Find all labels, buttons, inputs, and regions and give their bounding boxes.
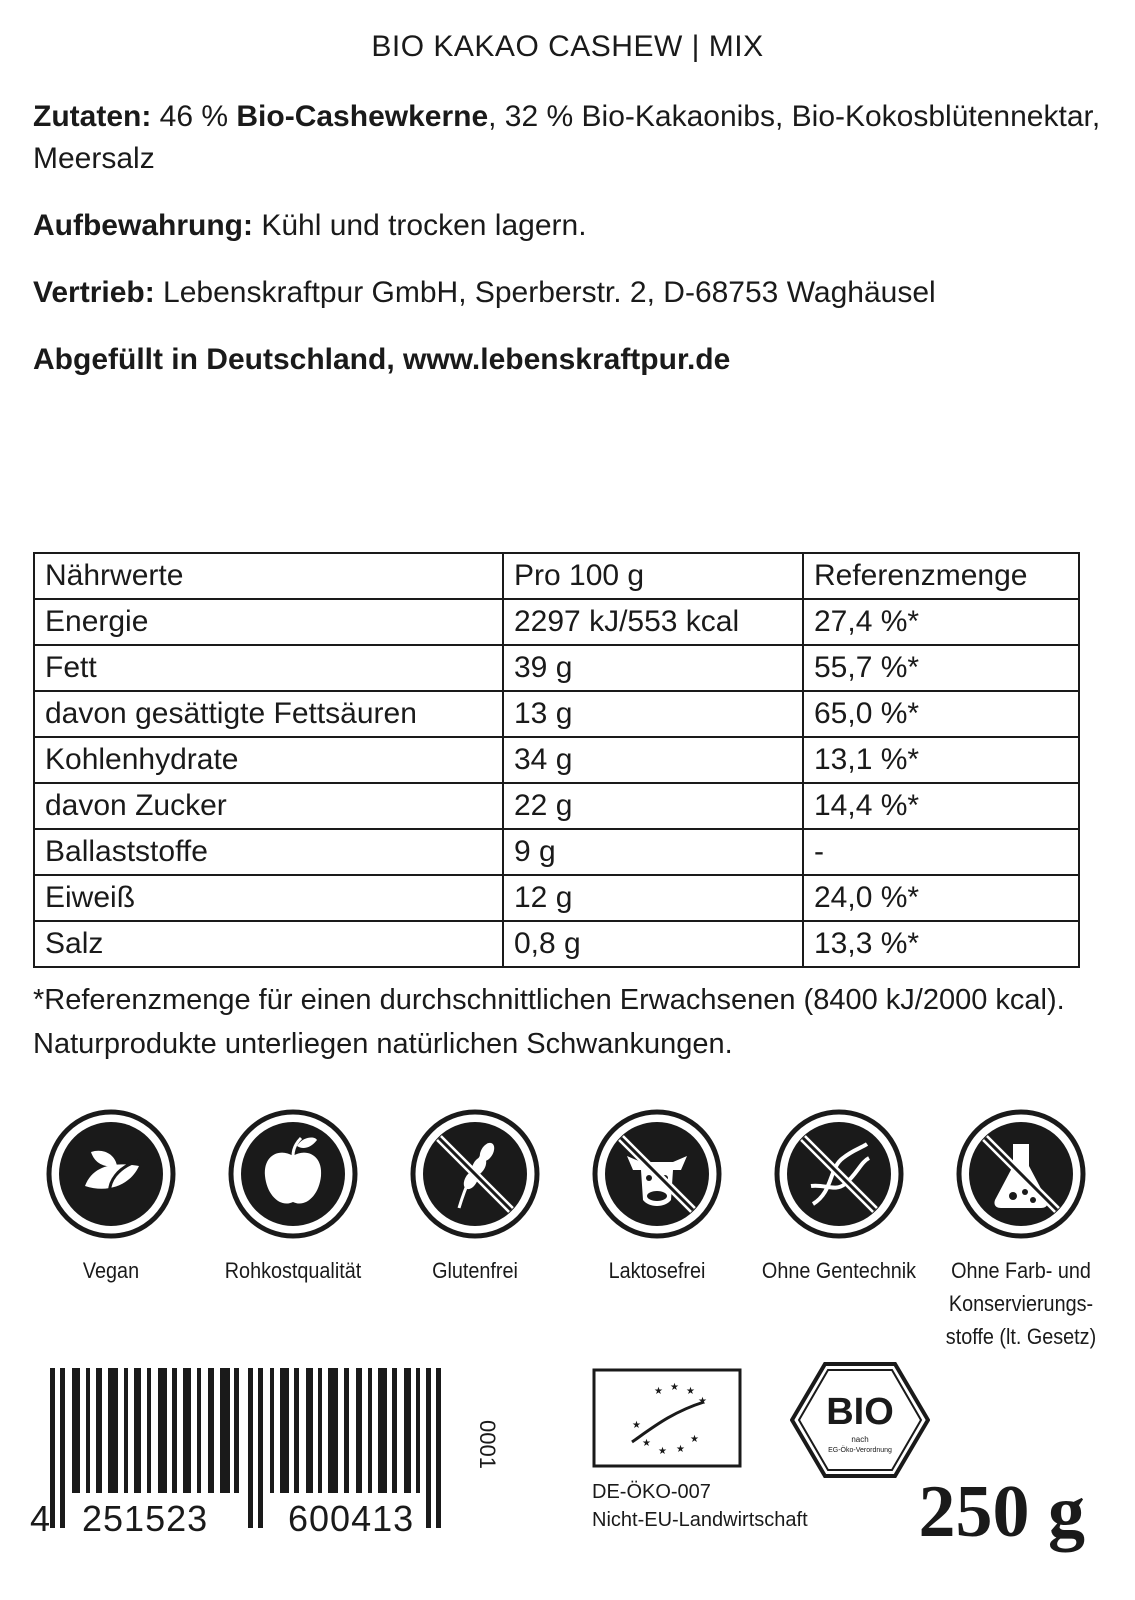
svg-text:★: ★ xyxy=(686,1386,695,1397)
svg-text:★: ★ xyxy=(632,1420,641,1431)
badge-label: Vegan xyxy=(82,1258,140,1283)
nutrient-name: davon Zucker xyxy=(34,783,503,829)
header-per-100g: Pro 100 g xyxy=(503,553,803,599)
nutrient-value: 2297 kJ/553 kcal xyxy=(503,599,803,645)
badge-label: Ohne Gentechnik xyxy=(761,1258,917,1283)
nutrient-value: 9 g xyxy=(503,829,803,875)
nutrient-name: Ballaststoffe xyxy=(34,829,503,875)
barcode-digit-3: 600413 xyxy=(288,1498,415,1539)
storage-paragraph xyxy=(33,205,1108,247)
nutrient-value: 13 g xyxy=(503,691,803,737)
badge-label: Glutenfrei xyxy=(432,1258,518,1283)
nutrient-value: 12 g xyxy=(503,875,803,921)
eu-code-block xyxy=(592,1478,808,1534)
ingredients-highlight: Bio-Cashewkerne xyxy=(236,100,489,133)
nutrient-name: Energie xyxy=(34,599,503,645)
bio-seal-sub1: nach xyxy=(851,1435,869,1444)
eu-organic-leaf-icon xyxy=(592,1368,742,1468)
nutrient-reference: 27,4 %* xyxy=(803,599,1079,645)
badge-no-gmo xyxy=(748,1108,930,1287)
table-row xyxy=(34,921,1079,967)
nutrient-value: 22 g xyxy=(503,783,803,829)
footnote-line-2: Naturprodukte unterliegen natürlichen Schwankungen. xyxy=(33,1028,733,1060)
bio-seal-sub2: EG-Öko-Verordnung xyxy=(828,1447,892,1454)
table-row xyxy=(34,783,1079,829)
nutrient-value: 39 g xyxy=(503,645,803,691)
no-chemicals-flask-icon xyxy=(955,1108,1087,1240)
bio-seal-icon xyxy=(790,1360,930,1480)
nutrient-reference: 24,0 %* xyxy=(803,875,1079,921)
nutrition-table xyxy=(33,552,1080,968)
nutrient-name: Kohlenhydrate xyxy=(34,737,503,783)
nutrient-value: 34 g xyxy=(503,737,803,783)
vegan-leaves-icon xyxy=(45,1108,177,1240)
barcode-digit-1: 4 xyxy=(30,1498,52,1539)
badge-label: Ohne Farb- und Konservierungs-stoffe (lt. Gesetz) xyxy=(945,1258,1097,1349)
distribution-text: Lebenskraftpur GmbH, Sperberstr. 2, D-68753 Waghäusel xyxy=(154,276,936,309)
barcode-digit-2: 251523 xyxy=(82,1498,209,1539)
product-title: BIO KAKAO CASHEW | MIX xyxy=(371,30,764,63)
svg-text:★: ★ xyxy=(658,1446,667,1457)
footnote-line-1: *Referenzmenge für einen durchschnittlichen Erwachsenen (8400 kJ/2000 kcal). xyxy=(33,984,1065,1016)
svg-text:★: ★ xyxy=(676,1444,685,1455)
eu-control-code: DE-ÖKO-007 xyxy=(592,1481,711,1503)
nutrition-header-row xyxy=(34,553,1079,599)
distribution-paragraph xyxy=(33,272,1108,314)
ingredients-label: Zutaten: xyxy=(33,100,152,133)
header-nutrient: Nährwerte xyxy=(34,553,503,599)
apple-icon xyxy=(227,1108,359,1240)
table-row xyxy=(34,875,1079,921)
storage-text: Kühl und trocken lagern. xyxy=(252,209,587,242)
nutrient-name: Salz xyxy=(34,921,503,967)
nutrient-name: Fett xyxy=(34,645,503,691)
table-row xyxy=(34,737,1079,783)
badge-no-additives xyxy=(930,1108,1112,1353)
badge-label: Laktosefrei xyxy=(608,1258,706,1283)
nutrient-reference: 65,0 %* xyxy=(803,691,1079,737)
no-cow-icon xyxy=(591,1108,723,1240)
no-dna-icon xyxy=(773,1108,905,1240)
svg-text:★: ★ xyxy=(654,1386,663,1397)
badge-vegan xyxy=(20,1108,202,1287)
origin-line: Abgefüllt in Deutschland, www.lebenskraftpur.de xyxy=(33,343,731,376)
table-row xyxy=(34,829,1079,875)
storage-label: Aufbewahrung: xyxy=(33,209,253,242)
svg-text:★: ★ xyxy=(698,1396,707,1407)
net-weight: 250 g xyxy=(918,1471,1085,1553)
table-row xyxy=(34,691,1079,737)
badge-gluten-free xyxy=(384,1108,566,1287)
ingredients-paragraph xyxy=(33,96,1108,180)
svg-text:★: ★ xyxy=(670,1382,679,1393)
lot-number: 0001 xyxy=(475,1420,500,1469)
eu-origin: Nicht-EU-Landwirtschaft xyxy=(592,1509,808,1531)
nutrient-reference: 13,1 %* xyxy=(803,737,1079,783)
badge-row xyxy=(20,1108,1120,1348)
header-reference: Referenzmenge xyxy=(803,553,1079,599)
ingredients-part1: 46 % xyxy=(151,100,237,133)
distribution-label: Vertrieb: xyxy=(33,276,155,309)
svg-text:★: ★ xyxy=(690,1434,699,1445)
badge-label: Rohkostqualität xyxy=(224,1258,362,1283)
ingredients-part2: , 32 % Bio-Kakaonibs, Bio-Kokosblütennektar, Meersalz xyxy=(33,100,1101,175)
nutrient-reference: 13,3 %* xyxy=(803,921,1079,967)
badge-lactose-free xyxy=(566,1108,748,1287)
svg-text:★: ★ xyxy=(642,1438,651,1449)
footnote xyxy=(33,978,1123,1066)
table-row xyxy=(34,599,1079,645)
nutrient-reference: 14,4 %* xyxy=(803,783,1079,829)
nutrient-value: 0,8 g xyxy=(503,921,803,967)
no-wheat-icon xyxy=(409,1108,541,1240)
nutrient-reference: - xyxy=(803,829,1079,875)
badge-raw xyxy=(202,1108,384,1287)
nutrient-name: davon gesättigte Fettsäuren xyxy=(34,691,503,737)
nutrient-name: Eiweiß xyxy=(34,875,503,921)
table-row xyxy=(34,645,1079,691)
bio-seal-text: BIO xyxy=(826,1391,894,1433)
nutrient-reference: 55,7 %* xyxy=(803,645,1079,691)
